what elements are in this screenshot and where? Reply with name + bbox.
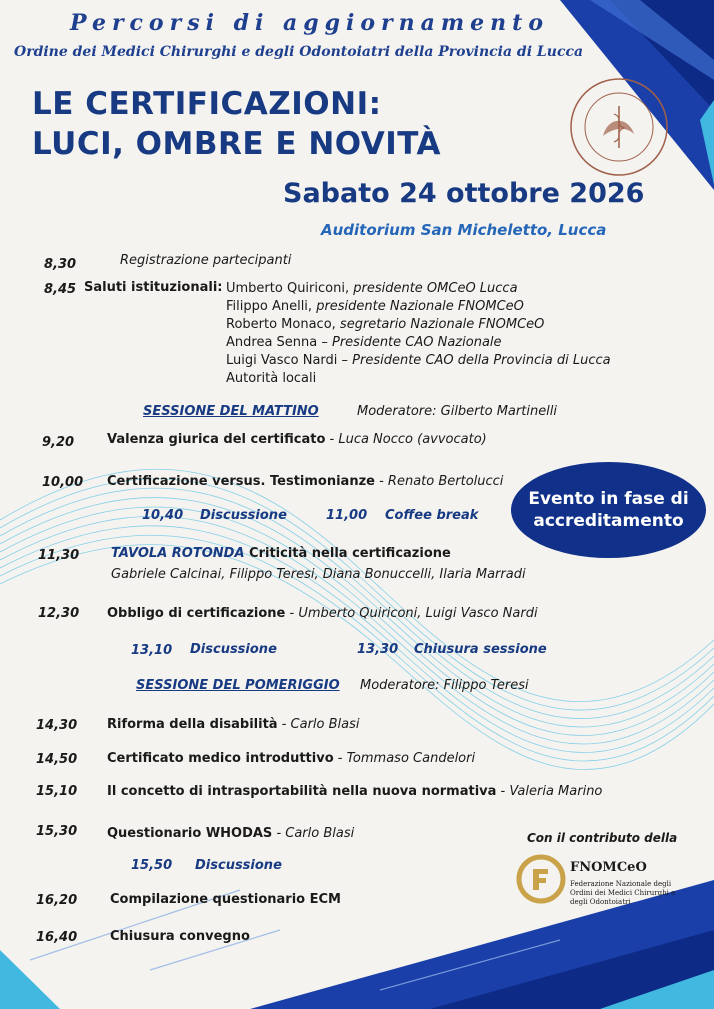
moderator-morning: Moderatore: Gilberto Martinelli: [357, 404, 558, 419]
talk-speaker: - Carlo Blasi: [277, 717, 360, 732]
time-1000: 10,00: [42, 475, 84, 490]
session-afternoon: SESSIONE DEL POMERIGGIO: [136, 678, 340, 693]
greeting-row: [226, 316, 611, 334]
time-1550: 15,50: [131, 858, 173, 873]
session-morning: SESSIONE DEL MATTINO: [143, 404, 319, 419]
greeting-row: [226, 352, 611, 370]
talk-title: Riforma della disabilità: [107, 717, 278, 732]
session-closing: Chiusura sessione: [414, 642, 547, 657]
time-0830: 8,30: [44, 257, 77, 272]
talk-3: [107, 606, 538, 621]
greeting-role: Presidente CAO Nazionale: [332, 335, 502, 350]
time-1100: 11,00: [326, 508, 368, 523]
talk-speaker: - Renato Bertolucci: [374, 474, 504, 489]
sponsor-name: FNOMCeO: [570, 860, 647, 875]
talk-1: [107, 432, 487, 447]
greeting-role: presidente OMCeO Lucca: [353, 281, 518, 296]
registration: Registrazione partecipanti: [120, 253, 292, 268]
talk-speaker: - Tommaso Candelori: [333, 751, 476, 766]
round-table-topic: Criticità nella certificazione: [244, 546, 451, 561]
title-line-1: LE CERTIFICAZIONI:: [32, 86, 382, 122]
greeting-name: Filippo Anelli,: [226, 299, 317, 314]
discussion-1: Discussione: [200, 508, 287, 523]
talk-title: Questionario WHODAS: [107, 826, 273, 841]
talk-title: Certificazione versus. Testimonianze: [107, 474, 375, 489]
time-1530: 15,30: [36, 824, 78, 839]
time-1330: 13,30: [357, 642, 399, 657]
discussion-3: Discussione: [195, 858, 282, 873]
round-table-speakers: Gabriele Calcinai, Filippo Teresi, Diana Bonuccelli, Ilaria Marradi: [111, 567, 526, 582]
event-venue: Auditorium San Micheletto, Lucca: [321, 221, 607, 239]
time-1130: 11,30: [38, 548, 80, 563]
talk-title: Valenza giurica del certificato: [107, 432, 326, 447]
moderator-afternoon: Moderatore: Filippo Teresi: [360, 678, 529, 693]
talk-speaker: - Umberto Quiriconi, Luigi Vasco Nardi: [285, 606, 538, 621]
greeting-row: Autorità locali: [226, 371, 317, 386]
talk-5: [107, 751, 475, 766]
discussion-2: Discussione: [190, 642, 277, 657]
time-1620: 16,20: [36, 893, 78, 908]
time-1040: 10,40: [142, 508, 184, 523]
title-line-2: LUCI, OMBRE E NOVITÀ: [32, 126, 442, 162]
badge-line-2: accreditamento: [533, 511, 684, 531]
talk-2: [107, 474, 503, 489]
talk-speaker: - Luca Nocco (avvocato): [325, 432, 487, 447]
talk-7: [107, 826, 354, 841]
time-1510: 15,10: [36, 784, 78, 799]
greeting-name: Luigi Vasco Nardi –: [226, 353, 353, 368]
accreditation-badge: [511, 462, 706, 558]
talk-speaker: - Valeria Marino: [496, 784, 603, 799]
fnomceo-logo-icon: [516, 854, 566, 904]
greeting-role: presidente Nazionale FNOMCeO: [316, 299, 524, 314]
time-1450: 14,50: [36, 752, 78, 767]
greeting-row: [226, 280, 611, 298]
time-1430: 14,30: [36, 718, 78, 733]
organizer-name: Ordine dei Medici Chirurghi e degli Odontoiatri della Provincia di Lucca: [14, 44, 584, 60]
seal-logo: [568, 76, 670, 178]
series-title: Percorsi di aggiornamento: [70, 10, 550, 36]
time-1230: 12,30: [38, 606, 80, 621]
badge-line-1: Evento in fase di: [528, 489, 689, 509]
greetings-label: Saluti istituzionali:: [84, 280, 223, 295]
greeting-row: [226, 334, 611, 352]
talk-6: [107, 784, 602, 799]
event-date: Sabato 24 ottobre 2026: [283, 178, 645, 209]
greeting-name: Roberto Monaco,: [226, 317, 340, 332]
greeting-role: segretario Nazionale FNOMCeO: [339, 317, 545, 332]
talk-4: [107, 717, 360, 732]
greeting-role: Presidente CAO della Provincia di Lucca: [352, 353, 611, 368]
round-table-label: TAVOLA ROTONDA: [111, 546, 245, 561]
coffee-break: Coffee break: [385, 508, 479, 523]
talk-title: Certificato medico introduttivo: [107, 751, 334, 766]
greetings-list: [226, 280, 611, 388]
greeting-row: [226, 298, 611, 316]
talk-speaker: - Carlo Blasi: [272, 826, 355, 841]
ecm-questionnaire: Compilazione questionario ECM: [110, 892, 341, 907]
event-title: [32, 84, 441, 164]
talk-title: Il concetto di intrasportabilità nella nuova normativa: [107, 784, 497, 799]
round-table: [111, 546, 451, 561]
time-0845: 8,45: [44, 282, 77, 297]
conference-closing: Chiusura convegno: [110, 929, 250, 944]
greeting-name: Andrea Senna –: [226, 335, 332, 350]
time-0920: 9,20: [42, 435, 75, 450]
talk-title: Obbligo di certificazione: [107, 606, 286, 621]
sponsor-label: Con il contributo della: [527, 831, 678, 845]
sponsor-subtitle: Federazione Nazionale degli Ordini dei Medici Chirurghi e degli Odontoiatri: [570, 880, 676, 906]
time-1640: 16,40: [36, 930, 78, 945]
time-1310: 13,10: [131, 643, 173, 658]
greeting-name: Umberto Quiriconi,: [226, 281, 354, 296]
